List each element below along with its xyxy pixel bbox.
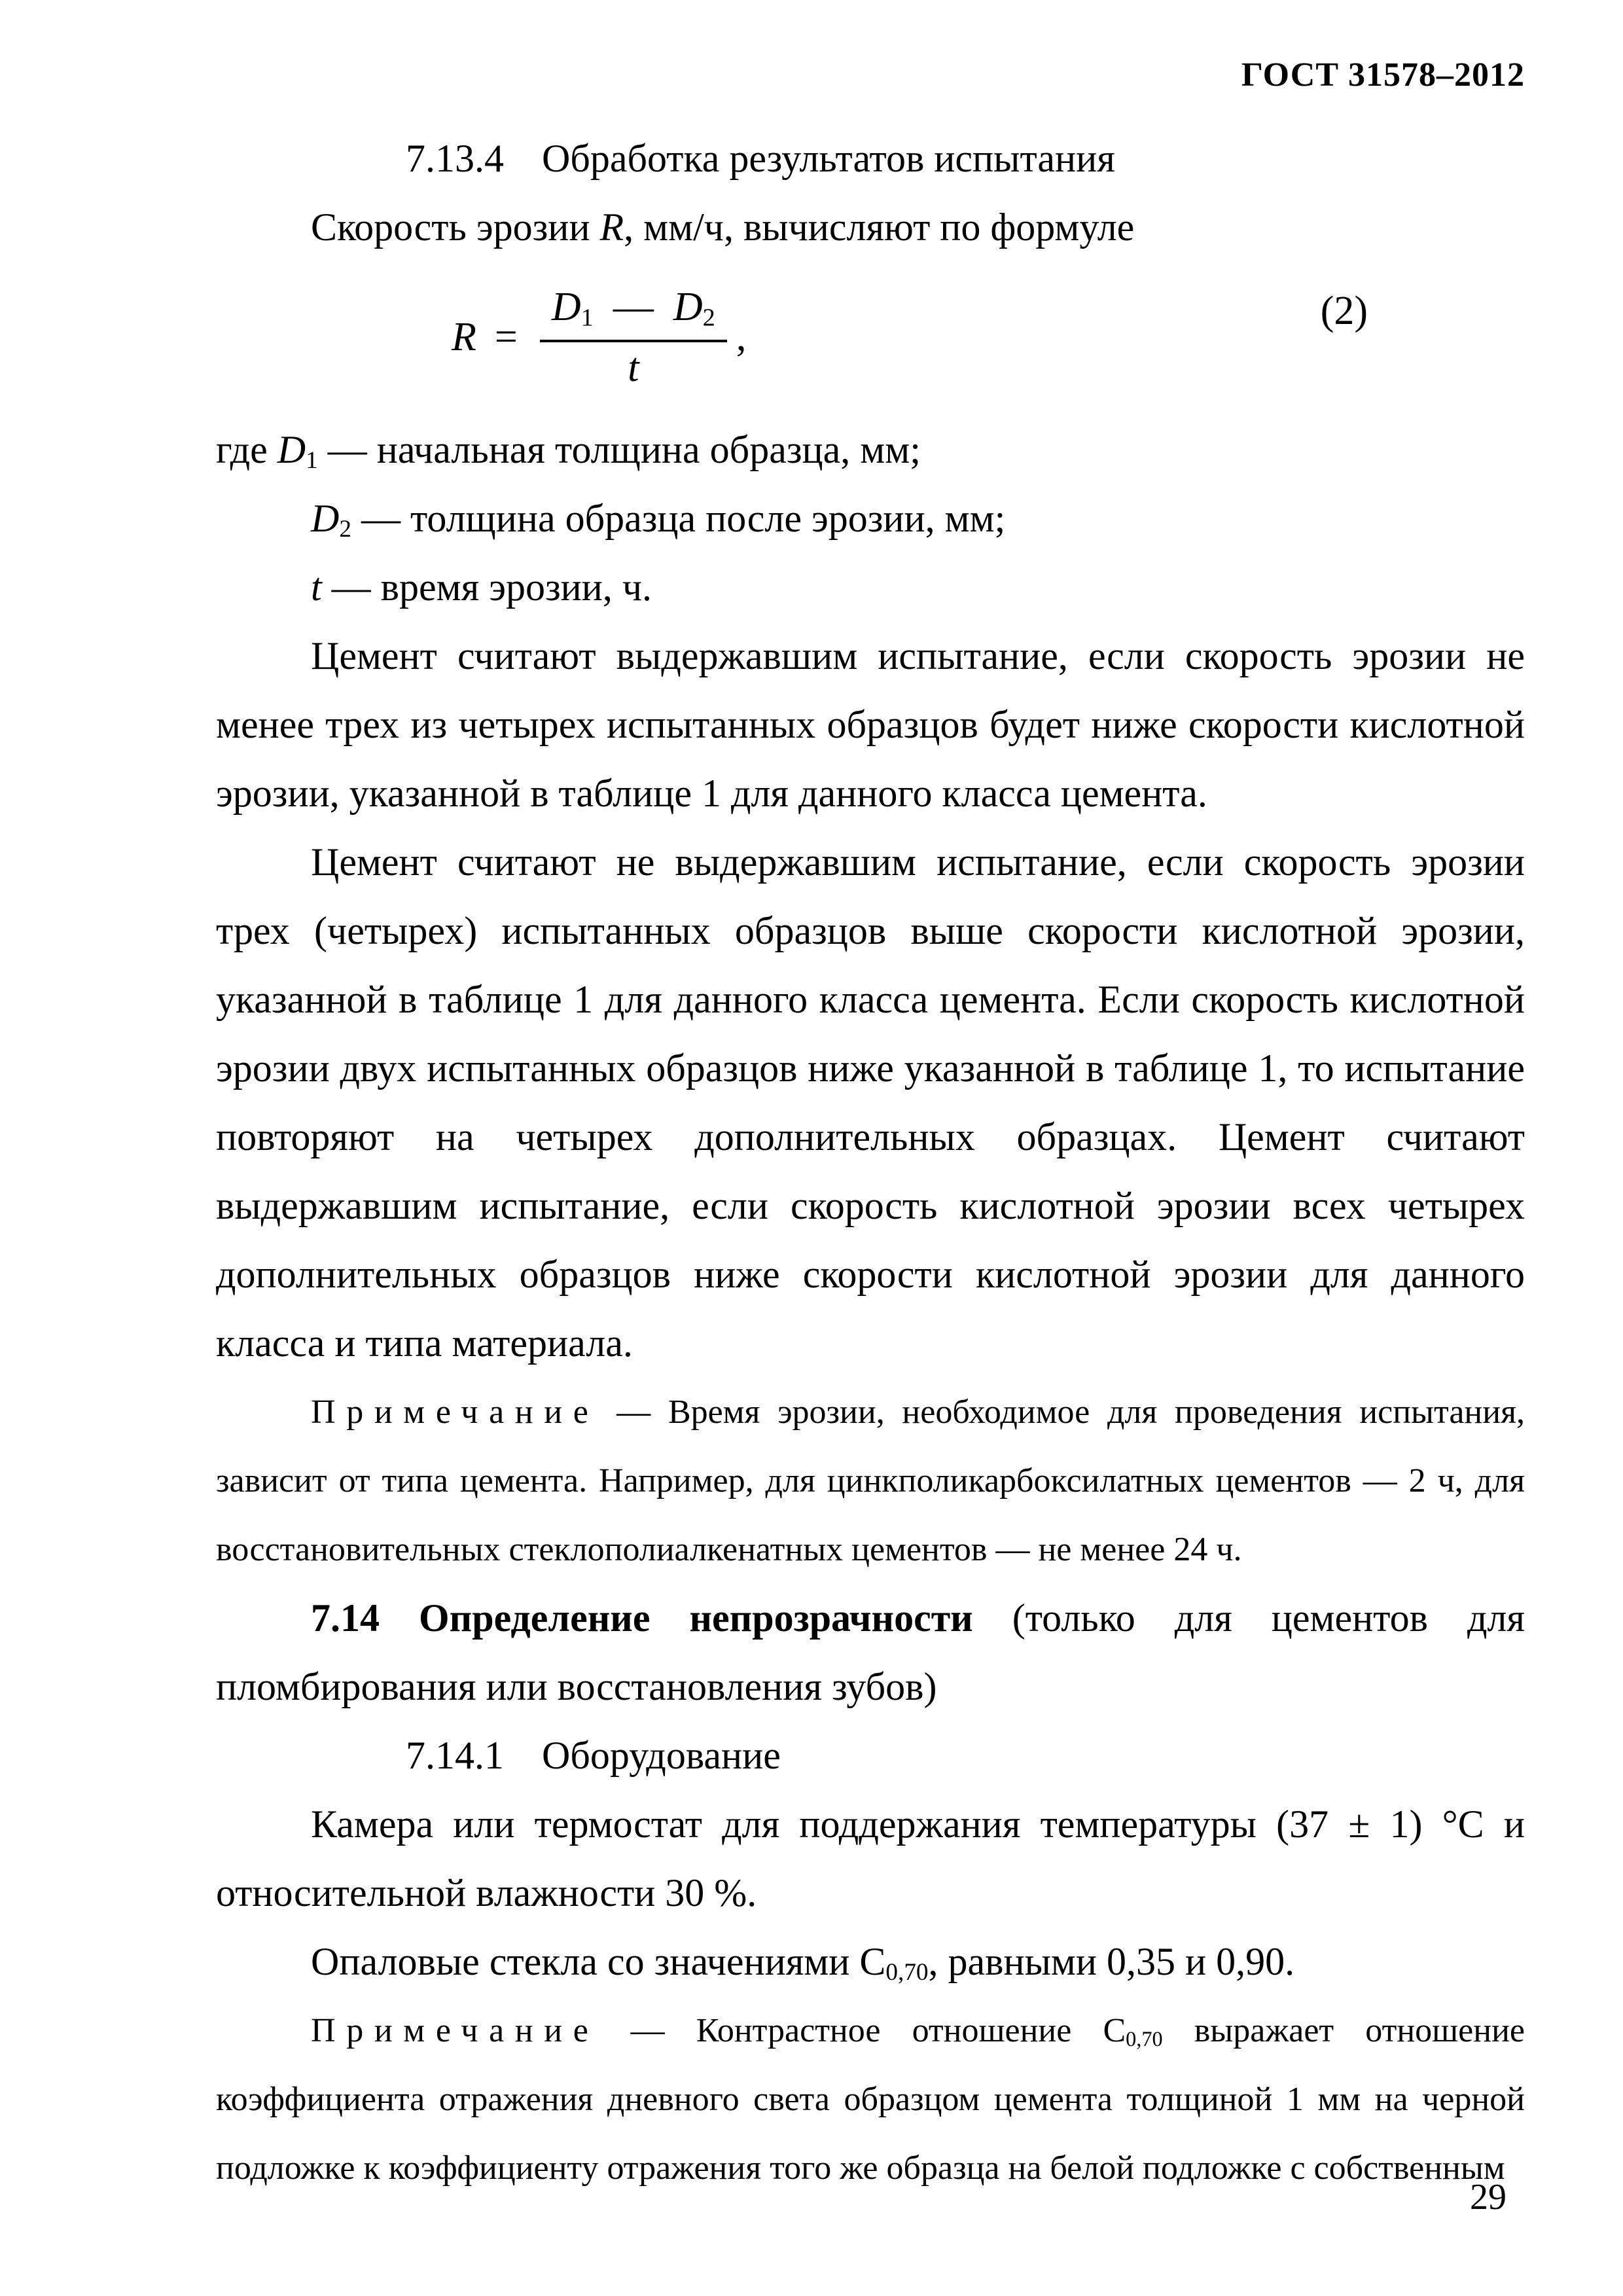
section-heading-7-14-1 xyxy=(216,1721,1525,1790)
formula-comma: , xyxy=(736,315,747,359)
equation-number: (2) xyxy=(1320,289,1368,333)
section-number: 7.14.1 xyxy=(406,1734,504,1777)
formula-2 xyxy=(216,280,1525,395)
variable-D1: D xyxy=(277,428,306,471)
where-t-line: t — время эрозии, ч. xyxy=(311,565,652,609)
minus-sign: — xyxy=(613,284,654,329)
note-contrast-ratio: Примечание — Контрастное отношение $С_{0,70}$ выражает отношение коэффициента отражения дневного света образцом цемента толщиной 1 мм на черной подложке к коэффициенту отражения того же образца на белой подложке с собственным xyxy=(216,2012,1525,2187)
paragraph-opal-glasses: Опаловые стекла со значениями $С_{0,70}$, равными 0,35 и 0,90. xyxy=(311,1940,1295,1986)
paragraph-pass-criteria: Цемент считают выдержавшим испытание, если скорость эрозии не менее трех из четырех испытанных образцов будет ниже скорости кислотной эрозии, указанной в таблице 1 для данного класса цемента. xyxy=(216,634,1525,815)
variable-R: R xyxy=(599,206,624,249)
variable-D2: D xyxy=(311,497,340,540)
variable-t: t xyxy=(311,565,322,609)
section-title: Обработка результатов испытания xyxy=(542,137,1115,180)
where-d1-line: где $D_1$ — начальная толщина образца, мм; xyxy=(216,428,921,475)
where-d2-line: $D_2$ — толщина образца после эрозии, мм; xyxy=(311,497,1006,543)
note-label: Примечание xyxy=(311,2012,599,2049)
document-header: ГОСТ 31578–2012 xyxy=(1241,56,1525,94)
paragraph-fail-criteria: Цемент считают не выдержавшим испытание, если скорость эрозии трех (четырех) испытанных образцов выше скорости кислотной эрозии, указанной в таблице 1 для данного класса цемента. Если скорость кислотной эрозии двух испытанных образцов ниже указанной в таблице 1, то испытание повторяют на четырех дополнительных образцах. Цемент считают выдержавшим испытание, если скорость кислотной эрозии всех четырех дополнительных образцов ниже скорости кислотной эрозии для данного класса и типа материала. xyxy=(216,840,1525,1365)
formula-expression xyxy=(452,280,746,395)
note-erosion-time: Примечание — Время эрозии, необходимое для проведения испытания, зависит от типа цемента. Например, для цинкполикарбоксилатных цементов — 2 ч, для восстановительных стеклополиалкенатных цементов — не менее 24 ч. xyxy=(216,1393,1525,1568)
section-number: 7.13.4 xyxy=(406,137,504,180)
page-number: 29 xyxy=(1470,2177,1507,2217)
formula-lhs: R xyxy=(452,315,476,359)
section-heading-7-13-4 xyxy=(216,124,1525,193)
fraction xyxy=(540,284,727,391)
section-title-bold: 7.14 Определение непрозрачности xyxy=(311,1596,973,1640)
paragraph-equipment-chamber: Камера или термостат для поддержания температуры (37 ± 1) °С и относительной влажности 30 %. xyxy=(216,1803,1525,1914)
section-heading-7-14: 7.14 Определение непрозрачности (только для цементов для пломбирования или восстановления зубов) xyxy=(216,1596,1525,1708)
fraction-denominator: t xyxy=(628,345,639,390)
formula-intro-line: Скорость эрозии R, мм/ч, вычисляют по формуле xyxy=(311,206,1135,249)
fraction-numerator: $D_1$ — $D_2$ xyxy=(540,284,727,342)
note-label: Примечание xyxy=(311,1393,599,1431)
equals-sign: = xyxy=(494,315,518,359)
section-title: Оборудование xyxy=(542,1734,781,1777)
page-content xyxy=(216,124,1525,2202)
